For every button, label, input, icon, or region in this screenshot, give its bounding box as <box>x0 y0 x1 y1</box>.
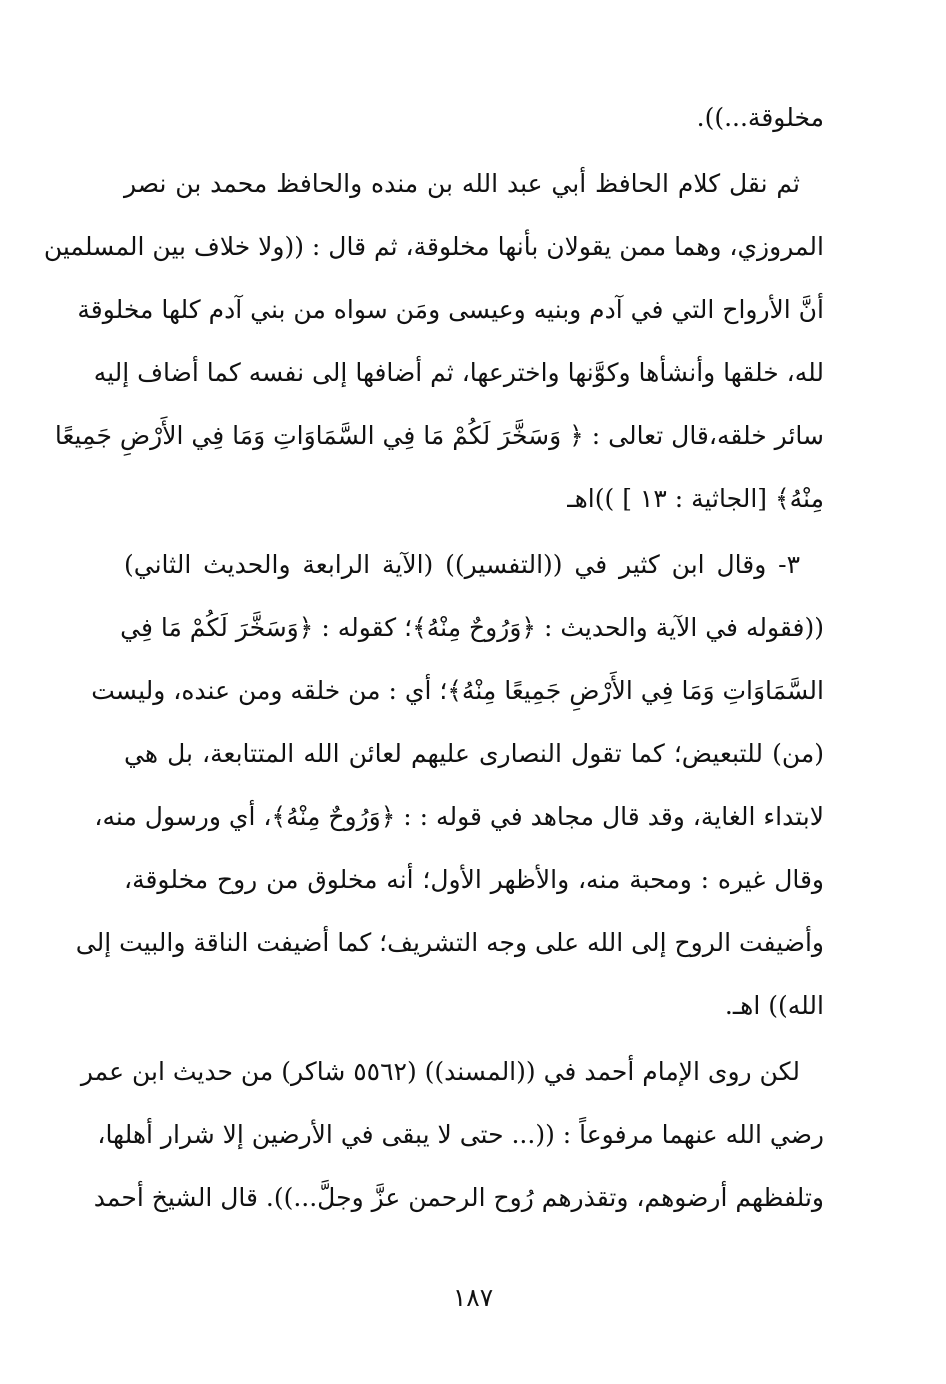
text-line: لله، خلقها وأنشأها وكوَّنها واخترعها، ثم أضافها إلى نفسه كما أضاف إليه <box>93 358 824 387</box>
text-line: لابتداء الغاية، وقد قال مجاهد في قوله : : ﴿وَرُوحٌ مِنْهُ﴾، أي ورسول منه، <box>94 802 824 831</box>
text-line: وتلفظهم أرضوهم، وتقذرهم رُوح الرحمن عزَّ وجلَّ...)). قال الشيخ أحمد <box>93 1183 824 1212</box>
text-line: الله)) اهـ. <box>724 991 824 1020</box>
text-line: رضي الله عنهما مرفوعاً : ((... حتى لا يبقى في الأرضين إلا شرار أهلها، <box>97 1120 824 1149</box>
text-line: أنَّ الأرواح التي في آدم وبنيه وعيسى ومَن سواه من بني آدم كلها مخلوقة <box>77 295 824 324</box>
text-line: لكن روى الإمام أحمد في ((المسند)) (٥٥٦٢ شاكر) من حديث ابن عمر <box>80 1057 800 1086</box>
text-line: ٣- وقال ابن كثير في ((التفسير)) (الآية الرابعة والحديث الثاني) <box>124 550 800 579</box>
text-line: مخلوقة...)). <box>696 103 824 132</box>
text-line: سائر خلقه،قال تعالى : ﴿ وَسَخَّرَ لَكُمْ مَا فِي السَّمَاوَاتِ وَمَا فِي الأَرْضِ جَمِيعًا <box>54 421 824 450</box>
text-line: وأضيفت الروح إلى الله على وجه التشريف؛ كما أضيفت الناقة والبيت إلى <box>75 928 824 957</box>
text-line: مِنْهُ﴾ [الجاثية : ١٣ ] ))اهـ <box>567 484 824 513</box>
text-line: المروزي، وهما ممن يقولان بأنها مخلوقة، ثم قال : ((ولا خلاف بين المسلمين <box>43 232 824 261</box>
page-number: ١٨٧ <box>452 1283 494 1312</box>
text-line: وقال غيره : ومحبة منه، والأظهر الأول؛ أنه مخلوق من روح مخلوقة، <box>124 865 824 894</box>
text-line: ((فقوله في الآية والحديث : ﴿وَرُوحٌ مِنْهُ﴾؛ كقوله : ﴿وَسَخَّرَ لَكُمْ مَا فِي <box>120 613 824 642</box>
text-line: (من) للتبعيض؛ كما تقول النصارى عليهم لعائن الله المتتابعة، بل هي <box>124 739 824 768</box>
text-line: السَّمَاوَاتِ وَمَا فِي الأَرْضِ جَمِيعًا مِنْهُ﴾؛ أي : من خلقه ومن عنده، وليست <box>91 676 824 705</box>
text-line: ثم نقل كلام الحافظ أبي عبد الله بن منده والحافظ محمد بن نصر <box>124 169 800 198</box>
